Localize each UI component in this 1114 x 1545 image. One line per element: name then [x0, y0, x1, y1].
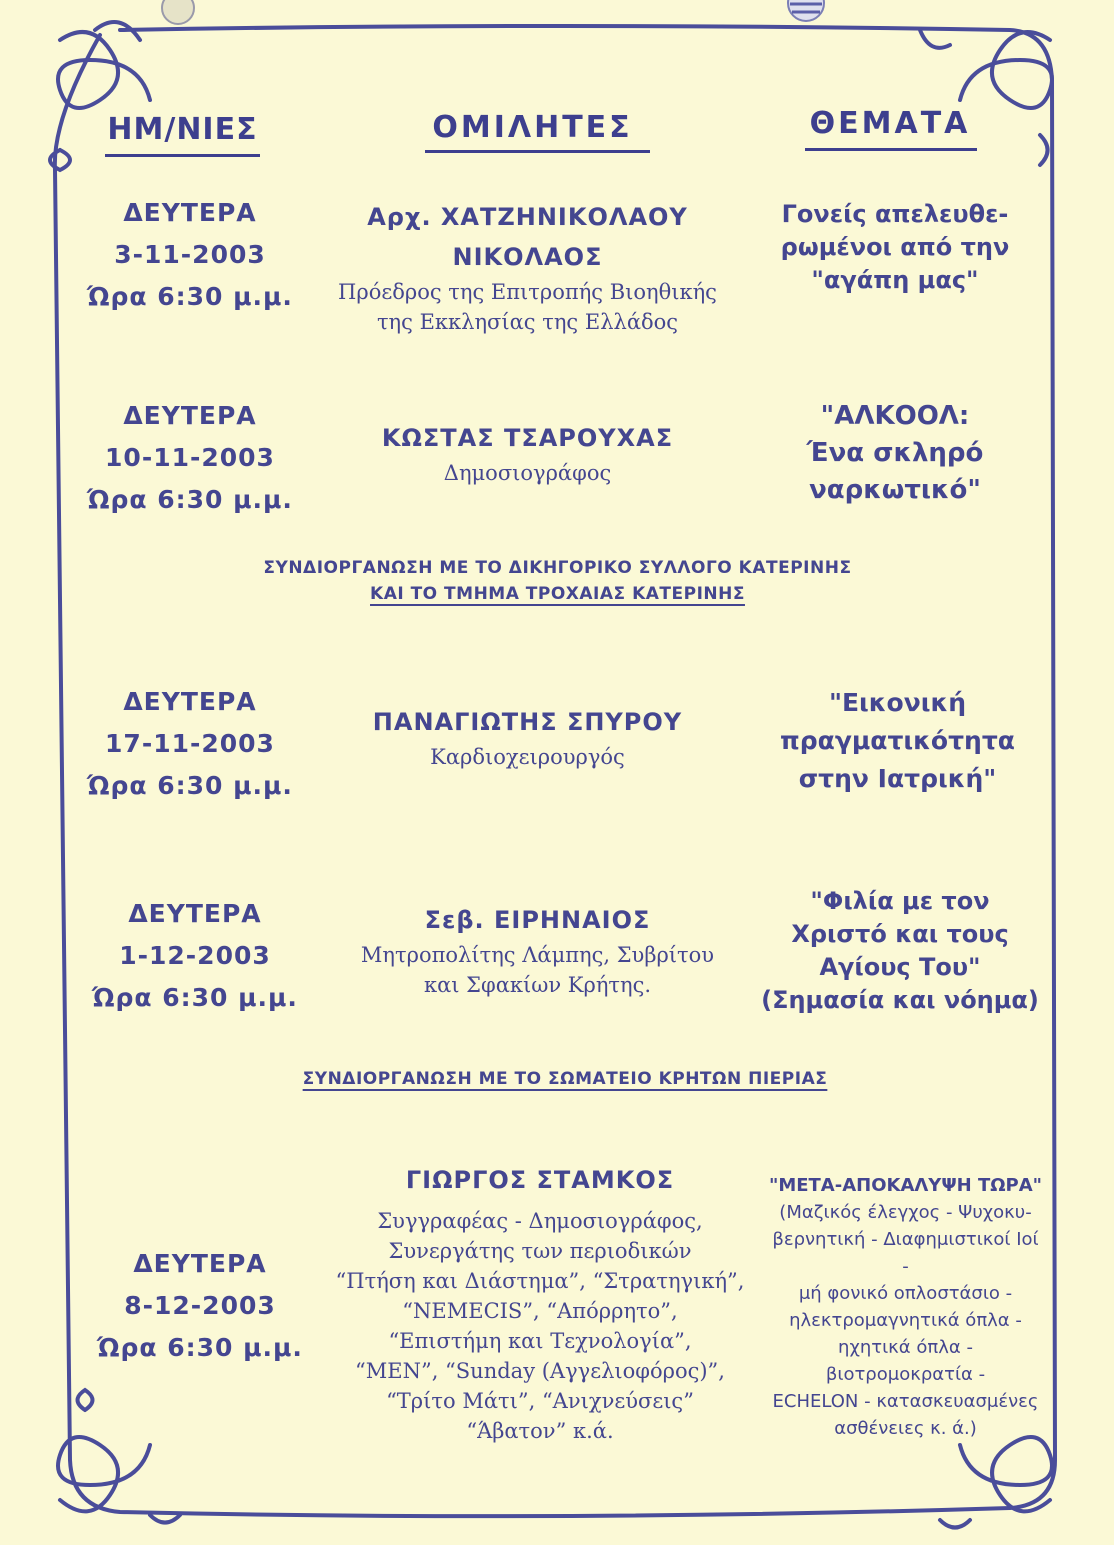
event-time: Ώρα 6:30 μ.μ. — [87, 282, 293, 311]
topic-line: "αγάπη μας" — [811, 266, 979, 294]
event-date-block — [70, 681, 310, 807]
event-time: Ώρα 6:30 μ.μ. — [87, 485, 293, 514]
header-speakers: ΟΜΙΛΗΤΕΣ — [432, 110, 633, 145]
speaker-name: ΚΩΣΤΑΣ ΤΣΑΡΟΥΧΑΣ — [381, 424, 674, 452]
event-time: Ώρα 6:30 μ.μ. — [97, 1333, 303, 1362]
topic-line: ναρκωτικό" — [809, 475, 981, 505]
co-organizer-note — [200, 1066, 930, 1092]
topic-line: ηχητικά όπλα - βιοτρομοκρατία - — [825, 1337, 986, 1385]
topic-line: "Φιλία με τον — [810, 887, 990, 915]
event-date: 10-11-2003 — [105, 443, 275, 472]
speaker-desc-line: “Τρίτο Μάτι”, “Ανιχνεύσεις” — [386, 1389, 694, 1413]
speaker-desc-line: Συνεργάτης των περιοδικών — [388, 1239, 692, 1263]
speaker-desc-line: Καρδιοχειρουργός — [430, 745, 625, 769]
event-date: 8-12-2003 — [124, 1291, 276, 1320]
topic-title: "ΜΕΤΑ-ΑΠΟΚΑΛΥΨΗ ΤΩΡΑ" — [768, 1175, 1043, 1196]
event-speaker-block — [295, 197, 760, 337]
event-day: ΔΕΥΤΕΡΑ — [123, 401, 257, 430]
event-day: ΔΕΥΤΕΡΑ — [128, 899, 262, 928]
event-topic-block — [765, 198, 1025, 297]
header-speakers-underline — [425, 150, 650, 153]
topic-line: "ΑΛΚΟΟΛ: — [820, 401, 970, 431]
topic-line: ηλεκτρομαγνητικά όπλα - — [789, 1310, 1022, 1331]
speaker-desc-line: “Επιστήμη και Τεχνολογία”, — [388, 1329, 692, 1353]
event-speaker-block — [305, 900, 770, 1000]
topic-line: Αγίους Του" — [819, 953, 981, 981]
topic-line: ασθένειες κ. ά.) — [834, 1418, 977, 1439]
speaker-name: ΠΑΝΑΓΙΩΤΗΣ ΣΠΥΡΟΥ — [372, 708, 683, 736]
speaker-desc-line: της Εκκλησίας της Ελλάδος — [376, 310, 679, 334]
event-date-block — [70, 395, 310, 521]
event-date: 17-11-2003 — [105, 729, 275, 758]
co-organizer-note — [150, 555, 965, 607]
event-day: ΔΕΥΤΕΡΑ — [133, 1249, 267, 1278]
event-speaker-block — [300, 1160, 780, 1446]
event-speaker-block — [295, 702, 760, 772]
event-topic-block — [760, 885, 1040, 1017]
topic-line: Γονείς απελευθε- — [781, 200, 1009, 228]
event-day: ΔΕΥΤΕΡΑ — [123, 687, 257, 716]
speaker-desc-line: “Πτήση και Διάστημα”, “Στρατηγική”, — [335, 1269, 745, 1293]
note-line: ΣΥΝΔΙΟΡΓΑΝΩΣΗ ΜΕ ΤΟ ΔΙΚΗΓΟΡΙΚΟ ΣΥΛΛΟΓΟ ΚΑΤΕΡΙΝΗΣ — [263, 558, 852, 578]
topic-line: "Εικονική — [828, 688, 967, 717]
event-day: ΔΕΥΤΕΡΑ — [123, 198, 257, 227]
event-topic-block — [765, 684, 1030, 798]
header-topics: ΘΕΜΑΤΑ — [809, 106, 971, 141]
speaker-desc-line: Μητροπολίτης Λάμπης, Συβρίτου — [360, 943, 715, 967]
event-date: 1-12-2003 — [119, 941, 271, 970]
note-line: ΚΑΙ ΤΟ ΤΜΗΜΑ ΤΡΟΧΑΙΑΣ ΚΑΤΕΡΙΝΗΣ — [370, 584, 745, 604]
speaker-desc-line: “MEN”, “Sunday (Αγγελιοφόρος)”, — [355, 1359, 725, 1383]
speaker-name: Αρχ. ΧΑΤΖΗΝΙΚΟΛΑΟΥ ΝΙΚΟΛΑΟΣ — [367, 203, 688, 271]
topic-line: βερνητική - Διαφημιστικοί Ιοί - — [772, 1229, 1039, 1277]
header-dates: ΗΜ/ΝΙΕΣ — [107, 112, 258, 147]
event-date-block — [70, 192, 310, 318]
topic-line: μή φονικό οπλοστάσιο - — [798, 1283, 1013, 1304]
speaker-desc-line: Πρόεδρος της Επιτροπής Βιοηθικής — [338, 280, 717, 304]
header-dates-underline — [105, 154, 260, 157]
speaker-name: Σεβ. ΕΙΡΗΝΑΙΟΣ — [424, 906, 651, 934]
event-date-block — [80, 1243, 320, 1369]
speaker-desc-line: Συγγραφέας - Δημοσιογράφος, — [377, 1209, 703, 1233]
event-time: Ώρα 6:30 μ.μ. — [87, 771, 293, 800]
topic-line: πραγματικότητα — [780, 726, 1015, 755]
speaker-desc-line: Δημοσιογράφος — [443, 461, 612, 485]
header-topics-underline — [805, 148, 977, 151]
event-topic-block — [775, 398, 1015, 509]
event-time: Ώρα 6:30 μ.μ. — [92, 983, 298, 1012]
event-date: 3-11-2003 — [114, 240, 266, 269]
speaker-name: ΓΙΩΡΓΟΣ ΣΤΑΜΚΟΣ — [405, 1166, 675, 1194]
topic-line: (Σημασία και νόημα) — [761, 986, 1039, 1014]
topic-line: (Μαζικός έλεγχος - Ψυχοκυ- — [779, 1202, 1032, 1223]
note-line: ΣΥΝΔΙΟΡΓΑΝΩΣΗ ΜΕ ΤΟ ΣΩΜΑΤΕΙΟ ΚΡΗΤΩΝ ΠΙΕΡΙΑΣ — [302, 1069, 828, 1089]
topic-line: Χριστό και τους — [791, 920, 1009, 948]
event-topic-block — [768, 1172, 1043, 1442]
speaker-desc-line: “NEMECIS”, “Απόρρητο”, — [402, 1299, 678, 1323]
topic-line: Ένα σκληρό — [806, 438, 984, 468]
event-speaker-block — [295, 418, 760, 488]
topic-line: ECHELON - κατασκευασμένες — [772, 1391, 1039, 1412]
speaker-desc-line: και Σφακίων Κρήτης. — [423, 973, 652, 997]
event-date-block — [75, 893, 315, 1019]
topic-line: ρωμένοι από την — [780, 233, 1010, 261]
topic-line: στην Ιατρική" — [798, 764, 997, 793]
speaker-desc-line: “Άβατον” κ.ά. — [466, 1419, 614, 1443]
